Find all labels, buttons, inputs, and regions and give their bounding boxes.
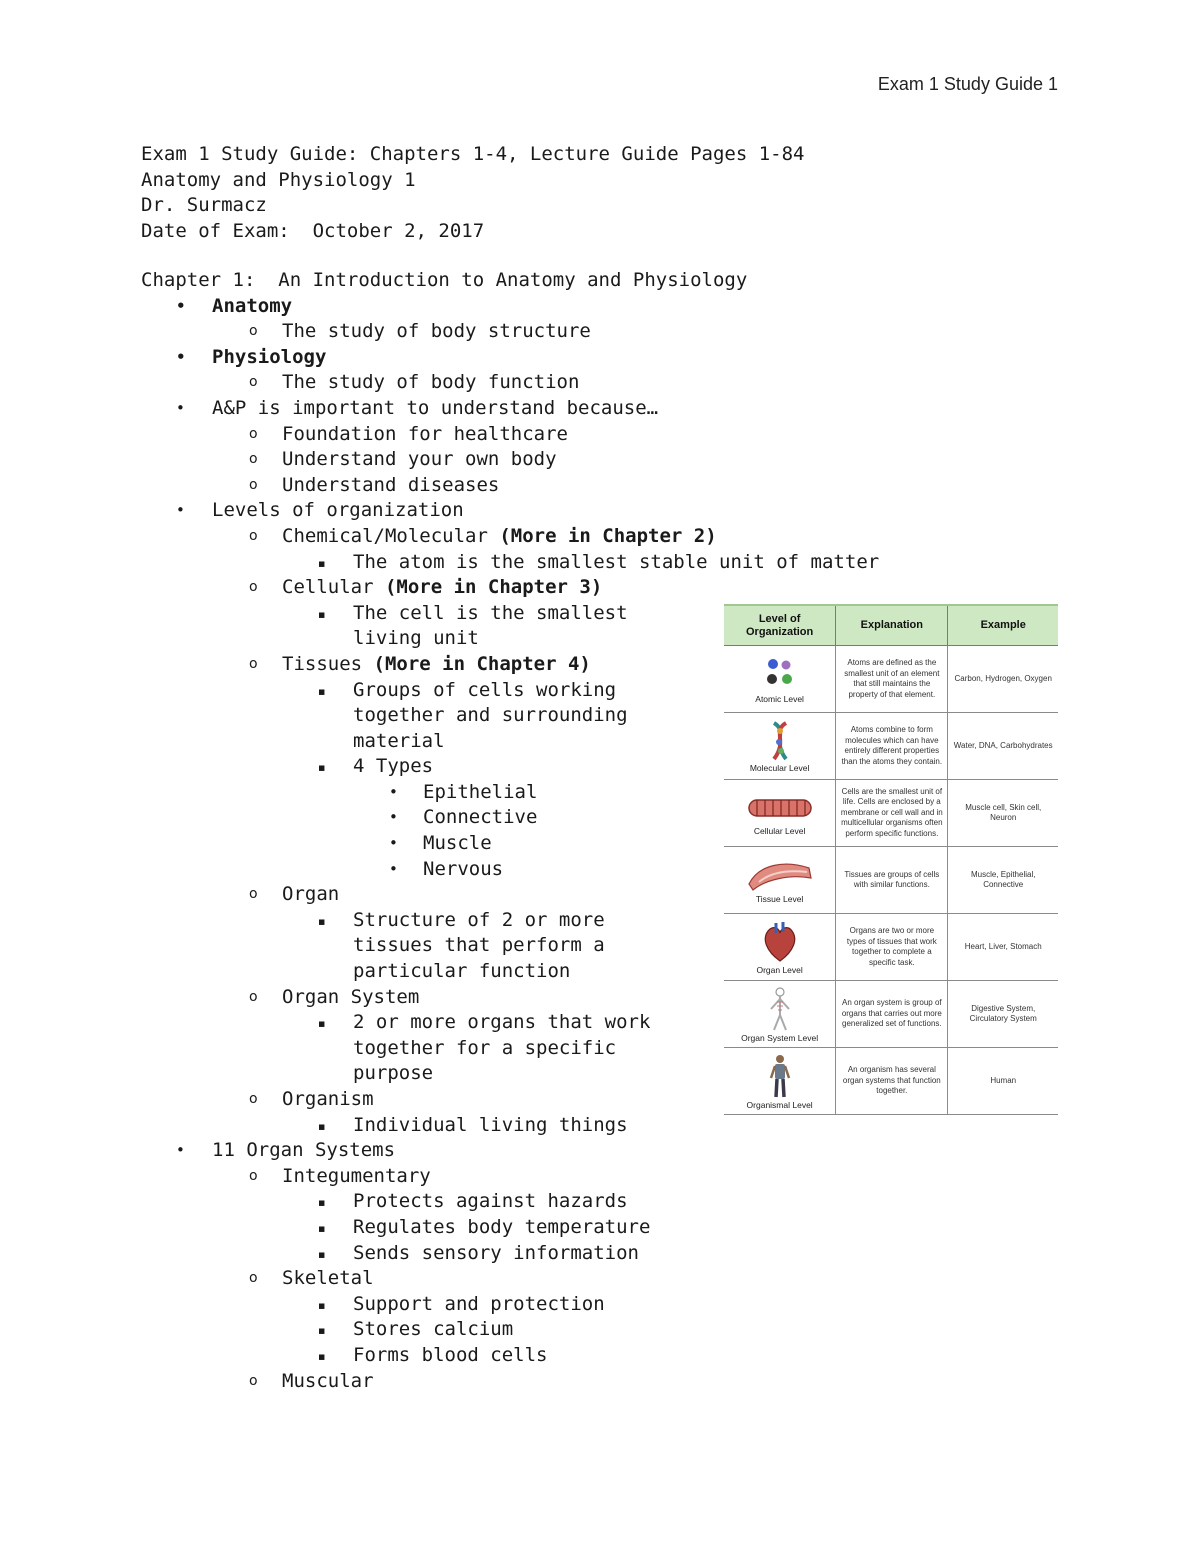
circle-marker: o [249,886,258,903]
outline-item: o Foundation for healthcare [141,422,721,448]
explanation-cell: Cells are the smallest unit of life. Cells are enclosed by a membrane or cell wall and in multicellular organisms often perform specific functions. [836,780,948,847]
outline-item: o The study of body structure [141,319,721,345]
square-marker: ▪ [318,1247,326,1261]
bullet-marker: • [176,398,185,417]
explanation-cell: An organ system is group of organs that carries out more generalized set of functions. [836,981,948,1048]
levels-of-organization-table [724,604,1058,1115]
outline-item: ▪ 4 Types [141,754,721,780]
example-cell: Water, DNA, Carbohydrates [948,713,1058,780]
level-cell: Atomic Level [724,646,836,713]
square-marker: ▪ [318,1298,326,1312]
outline-item: • A&P is important to understand because… [141,396,721,422]
human-figure-icon [767,1054,793,1098]
circle-marker: o [249,1270,258,1287]
example-cell: Carbon, Hydrogen, Oxygen [948,646,1058,713]
square-marker: ▪ [318,556,326,570]
column-header-explanation: Explanation [836,605,948,646]
outline-item: o The study of body function [141,370,721,396]
level-cell: Tissue Level [724,847,836,914]
outline-continuation: tissues that perform a [353,934,605,957]
bullet-marker: • [176,347,186,366]
atoms-icon [760,656,800,692]
outline-item: ▪ Individual living things [141,1113,721,1139]
outline-item: • 11 Organ Systems [141,1138,721,1164]
outline-item: • Connective [141,805,721,831]
example-cell: Muscle cell, Skin cell, Neuron [948,780,1058,847]
example-cell: Human [948,1048,1058,1115]
outline-item: ▪ Protects against hazards [141,1189,721,1215]
title-block [141,142,804,244]
circle-marker: o [249,988,258,1005]
circle-marker: o [249,323,258,340]
outline-item: ▪ Regulates body temperature [141,1215,721,1241]
outline-continuation: particular function [353,960,571,983]
bullet-marker: • [389,834,398,853]
circle-marker: o [249,579,258,596]
outline-item: o Integumentary [141,1164,721,1190]
level-cell: Cellular Level [724,780,836,847]
outline-item: o Chemical/Molecular (More in Chapter 2) [141,524,721,550]
outline-continuation: together and surrounding [353,704,628,727]
circle-marker: o [249,1167,258,1184]
table-row [724,847,1058,914]
square-marker: ▪ [318,684,326,698]
square-marker: ▪ [318,1196,326,1210]
outline-item: • Physiology [141,345,721,371]
outline-item: ▪ The atom is the smallest stable unit of matter [141,550,721,576]
explanation-cell: Tissues are groups of cells with similar functions. [836,847,948,914]
square-marker: ▪ [318,607,326,621]
dna-molecule-icon [760,721,800,761]
outline-continuation: purpose [353,1062,434,1085]
circle-marker: o [249,476,258,493]
table-row [724,914,1058,981]
table-row [724,646,1058,713]
document-title: Exam 1 Study Guide: Chapters 1-4, Lecture Guide Pages 1-84 [141,143,805,165]
muscle-cell-icon [745,792,815,824]
outline-item: o Cellular (More in Chapter 3) [141,575,721,601]
outline-continuation: living unit [353,627,479,650]
level-cell: Organismal Level [724,1048,836,1115]
explanation-cell: Organs are two or more types of tissues that work together to complete a specific task. [836,914,948,981]
outline-item: • Nervous [141,857,721,883]
outline-item: • Epithelial [141,780,721,806]
outline-item: • Muscle [141,831,721,857]
outline-item: o Organ System [141,985,721,1011]
level-cell: Molecular Level [724,713,836,780]
outline-item: o Understand your own body [141,447,721,473]
body-system-icon [765,987,795,1031]
outline-item: o Organism [141,1087,721,1113]
explanation-cell: An organism has several organ systems that function together. [836,1048,948,1115]
circle-marker: o [249,451,258,468]
bullet-marker: • [389,782,398,801]
square-marker: ▪ [318,1221,326,1235]
outline-item: o Understand diseases [141,473,721,499]
square-marker: ▪ [318,914,326,928]
heart-icon [760,921,800,963]
outline-item: ▪ 2 or more organs that work [141,1010,721,1036]
bullet-marker: • [176,296,186,315]
outline-item: ▪ Forms blood cells [141,1343,721,1369]
bullet-marker: • [389,859,398,878]
outline-item: o Skeletal [141,1266,721,1292]
outline-item: ▪ Structure of 2 or more [141,908,721,934]
example-cell: Muscle, Epithelial, Connective [948,847,1058,914]
square-marker: ▪ [318,1324,326,1338]
circle-marker: o [249,425,258,442]
example-cell: Heart, Liver, Stomach [948,914,1058,981]
outline-item: ▪ Support and protection [141,1292,721,1318]
table-header-row [724,605,1058,646]
course-name: Anatomy and Physiology 1 [141,168,416,191]
bullet-marker: • [176,1141,185,1160]
outline-item: o Tissues (More in Chapter 4) [141,652,721,678]
column-header-level: Level of Organization [724,605,836,646]
instructor-name: Dr. Surmacz [141,194,267,216]
table-row [724,981,1058,1048]
circle-marker: o [249,1091,258,1107]
explanation-cell: Atoms are defined as the smallest unit of an element that still maintains the property of that element. [836,646,948,713]
table-row [724,713,1058,780]
column-header-example: Example [948,605,1058,646]
explanation-cell: Atoms combine to form molecules which can have entirely different properties than the atoms they contain. [836,713,948,780]
circle-marker: o [249,1372,258,1389]
bullet-marker: • [176,501,185,520]
outline-item: • Levels of organization [141,498,721,524]
outline-item: • Anatomy [141,294,721,320]
outline-item: ▪ Sends sensory information [141,1241,721,1267]
outline-continuation: material [353,729,445,752]
outline-item: o Organ [141,882,721,908]
outline-continuation: together for a specific [353,1036,617,1059]
square-marker: ▪ [318,1017,326,1031]
table-row [724,780,1058,847]
outline-item: ▪ The cell is the smallest [141,601,721,627]
example-cell: Digestive System, Circulatory System [948,981,1058,1048]
table-row [724,1048,1058,1115]
outline-item: o Muscular [141,1369,721,1395]
running-header: Exam 1 Study Guide 1 [877,74,1058,94]
square-marker: ▪ [318,1349,326,1363]
circle-marker: o [249,527,258,544]
outline-item: ▪ Stores calcium [141,1317,721,1343]
chapter-heading: Chapter 1: An Introduction to Anatomy and Physiology [141,269,748,291]
level-cell: Organ Level [724,914,836,981]
square-marker: ▪ [318,761,326,775]
level-cell: Organ System Level [724,981,836,1048]
outline-item: ▪ Groups of cells working [141,678,721,704]
square-marker: ▪ [318,1119,326,1133]
circle-marker: o [249,374,258,391]
exam-date: Date of Exam: October 2, 2017 [141,219,485,242]
circle-marker: o [249,655,258,672]
tissue-icon [745,858,815,892]
bullet-marker: • [389,808,398,827]
